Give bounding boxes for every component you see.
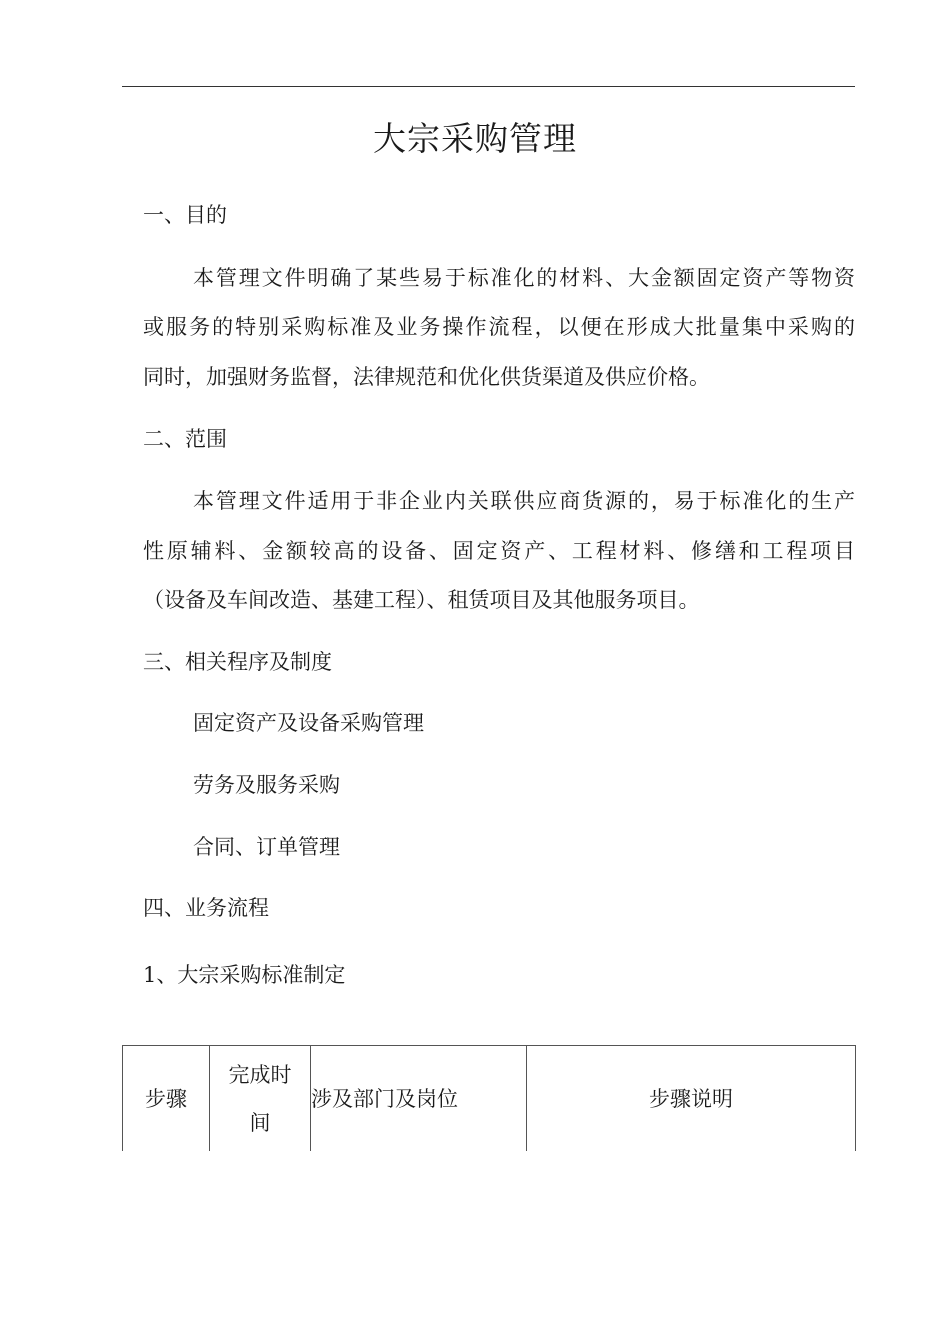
table-header-cell: 步骤 bbox=[123, 1046, 210, 1152]
purpose-line-2: 或服务的特别采购标准及业务操作流程，以便在形成大批量集中采购的 bbox=[143, 315, 855, 339]
procedure-item: 固定资产及设备采购管理 bbox=[193, 711, 424, 735]
section-heading-process: 四、业务流程 bbox=[143, 896, 269, 920]
section-heading-procedures: 三、相关程序及制度 bbox=[143, 650, 332, 674]
page-title: 大宗采购管理 bbox=[373, 119, 577, 158]
purpose-line-1: 本管理文件明确了某些易于标准化的材料、大金额固定资产等物资 bbox=[193, 266, 855, 290]
section-heading-scope: 二、范围 bbox=[143, 427, 227, 451]
section-heading-purpose: 一、目的 bbox=[143, 203, 227, 227]
table-header-row bbox=[123, 1046, 856, 1152]
scope-line-1: 本管理文件适用于非企业内关联供应商货源的，易于标准化的生产 bbox=[193, 489, 855, 513]
procedure-item: 合同、订单管理 bbox=[193, 835, 340, 859]
procedure-item: 劳务及服务采购 bbox=[193, 773, 340, 797]
header-rule bbox=[122, 86, 855, 87]
scope-line-3: （设备及车间改造、基建工程）、租赁项目及其他服务项目。 bbox=[143, 588, 700, 612]
table-header-cell: 涉及部门及岗位 bbox=[311, 1046, 527, 1152]
scope-line-2: 性原辅料、金额较高的设备、固定资产、工程材料、修缮和工程项目 bbox=[143, 539, 855, 563]
table-header-cell bbox=[210, 1046, 311, 1152]
process-table bbox=[122, 1045, 856, 1151]
table-header-cell: 步骤说明 bbox=[527, 1046, 856, 1152]
table-header-label: 完成时间 bbox=[228, 1062, 292, 1135]
subsection-heading: 1、大宗采购标准制定 bbox=[143, 963, 346, 987]
purpose-line-3: 同时，加强财务监督，法律规范和优化供货渠道及供应价格。 bbox=[143, 365, 710, 389]
